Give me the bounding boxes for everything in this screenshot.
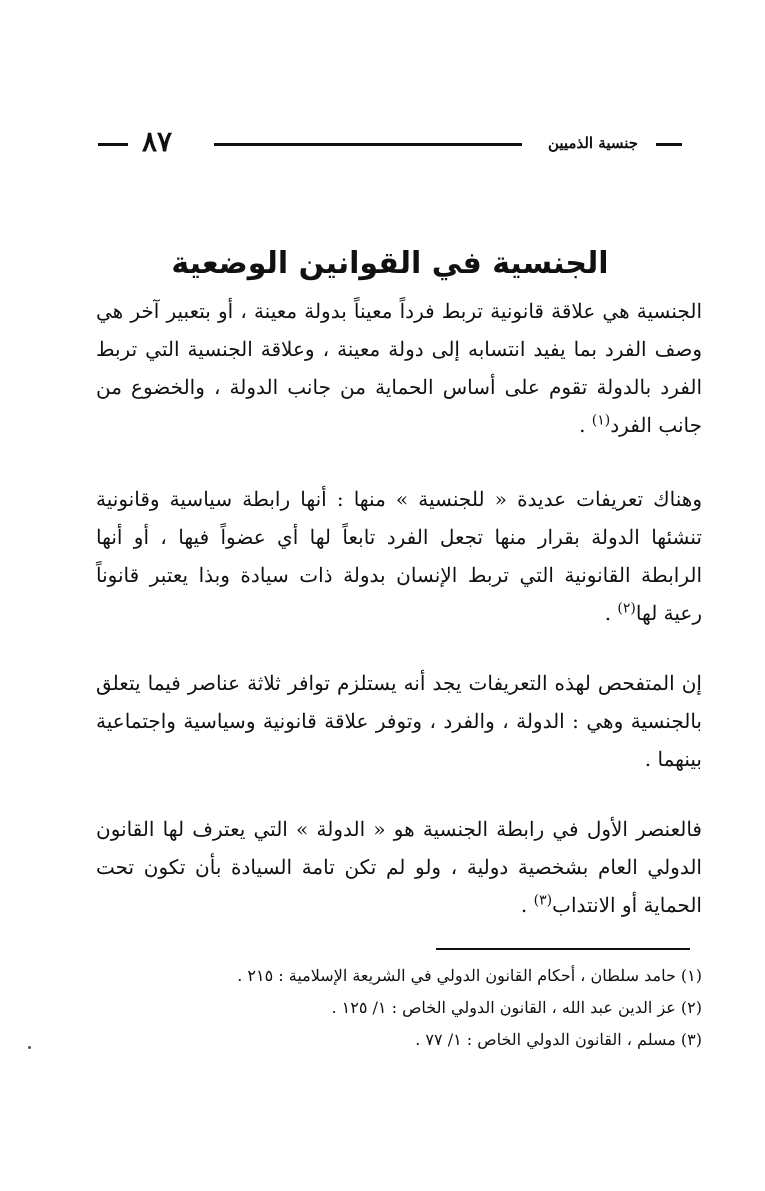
footnote-ref-3: (٣) [533,892,553,909]
header-rule-right [656,143,682,146]
paragraph-end: . [579,413,592,437]
paragraph-end: . [520,893,534,917]
footnote-3: (٣) مسلم ، القانون الدولي الخاص : ١/ ٧٧ . [415,1030,702,1049]
paragraph-end: . [604,601,618,625]
running-header [98,120,682,164]
page-number: ٨٧ [142,125,173,158]
running-title: جنسية الذميين [547,134,639,152]
paragraph-elements [96,664,702,778]
header-rule-left [98,143,128,146]
section-title: الجنسية في القوانين الوضعية [171,246,609,281]
paragraph-text: إن المتفحص لهذه التعريفات يجد أنه يستلزم توافر ثلاثة عناصر فيما يتعلق بالجنسية وهي : الدولة ، والفرد ، وتوفر علاقة قانونية وسياسية واجتماعية بينهما . [96,671,702,771]
paragraph-definition [96,292,702,444]
paragraph-text: وهناك تعريفات عديدة « للجنسية » منها : أنها رابطة سياسية وقانونية تنشئها الدولة بقرار منها تجعل الفرد تابعاً لها أي عضواً فيها ، أو أنها الرابطة القانونية التي تربط الإنسان بدولة ذات سيادة وبذا يعتبر قانوناً رعية لها [96,487,702,625]
paragraph-first-element [96,810,702,924]
footnote-2: (٢) عز الدين عبد الله ، القانون الدولي الخاص : ١/ ١٢٥ . [331,998,702,1017]
footnotes [120,960,702,1056]
scan-speck [28,1046,31,1049]
footnote-ref-2: (٢) [617,600,636,617]
paragraph-text: الجنسية هي علاقة قانونية تربط فرداً معيناً بدولة معينة ، أو بتعبير آخر هي وصف الفرد بما يفيد انتسابه إلى دولة معينة ، وعلاقة الجنسية التي تربط الفرد بالدولة تقوم على أساس الحماية من جانب الدولة ، والخضوع من جانب الفرد [96,299,702,437]
footnote-1: (١) حامد سلطان ، أحكام القانون الدولي في الشريعة الإسلامية : ٢١٥ . [237,966,702,985]
header-rule-middle [214,143,522,146]
paragraph-text: فالعنصر الأول في رابطة الجنسية هو « الدولة » التي يعترف لها القانون الدولي العام بشخصية دولية ، ولو لم تكن تامة السيادة بأن تكون تحت الحماية أو الانتداب [96,817,702,917]
footnote-separator [436,948,690,950]
footnote-ref-1: (١) [591,412,611,429]
paragraph-other-definitions [96,480,702,632]
